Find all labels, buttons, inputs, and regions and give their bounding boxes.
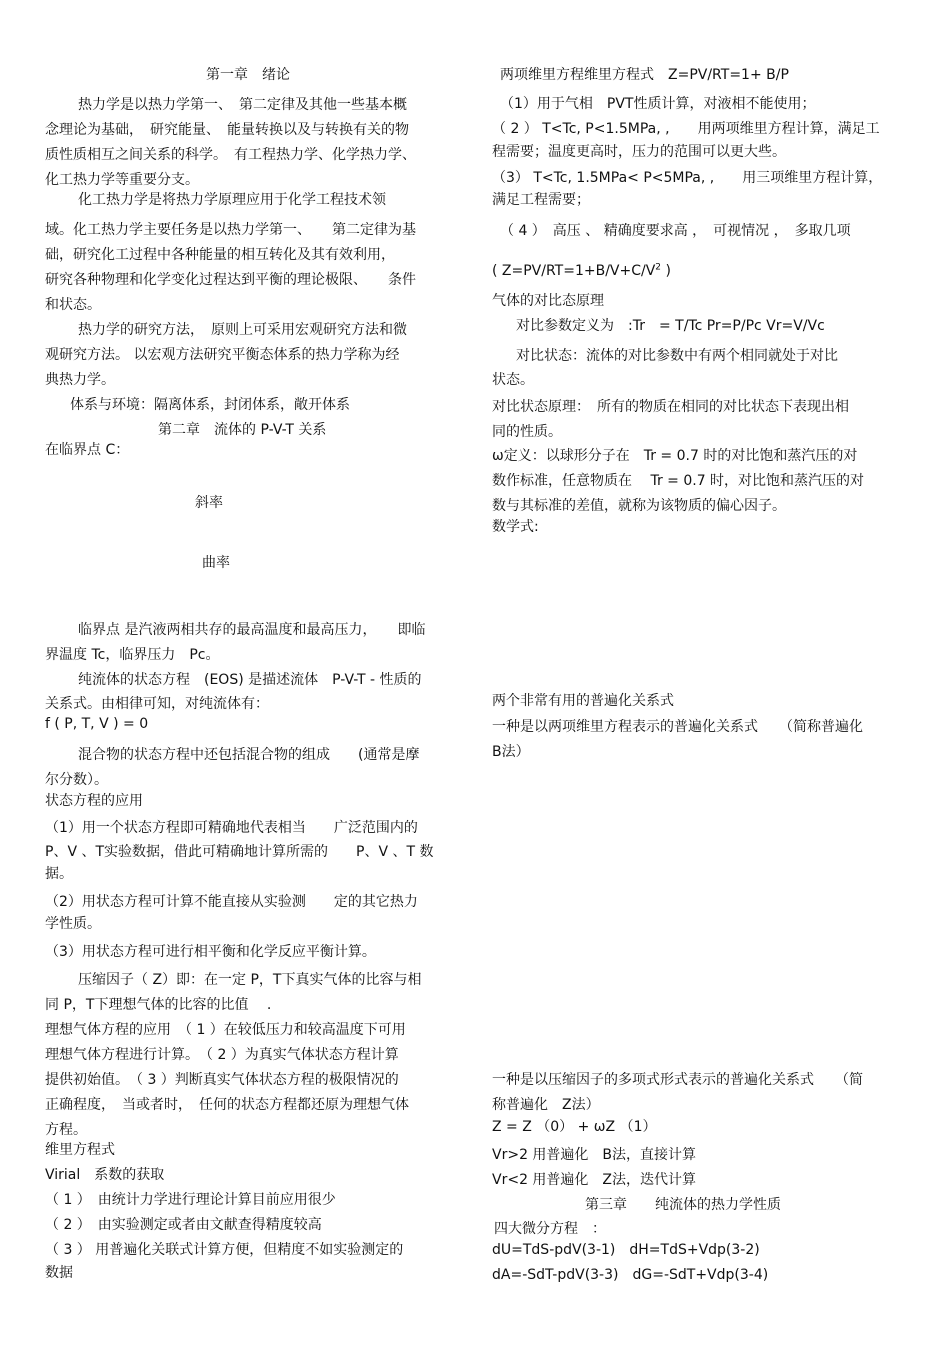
- equation: dA=-SdT-pdV(3-3) dG=-SdT+Vdp(3-4): [492, 1267, 769, 1283]
- section-heading: 气体的对比态原理: [492, 293, 604, 309]
- text-line: （1）用一个状态方程即可精确地代表相当 广泛范围内的: [45, 820, 418, 836]
- text-line: 研究各种物理和化学变化过程达到平衡的理论极限、 条件: [45, 272, 416, 288]
- text-line: 学性质。: [45, 916, 101, 932]
- section-heading: 维里方程式: [45, 1142, 115, 1158]
- equation: f ( P, T, V ) = 0: [45, 716, 149, 732]
- equation: Z = Z （0） + ωZ （1）: [492, 1119, 657, 1135]
- text-line: 理想气体方程的应用 （ 1 ）在较低压力和较高温度下可用: [45, 1022, 406, 1038]
- text-line: 压缩因子（ Z）即：在一定 P，T下真实气体的比容与相: [78, 972, 422, 988]
- text-line: 满足工程需要；: [492, 192, 590, 208]
- text-line: 关系式。由相律可知，对纯流体有：: [45, 696, 269, 712]
- text-line: （2）用状态方程可计算不能直接从实验测 定的其它热力: [45, 894, 418, 910]
- text-line: 数与其标准的差值，就称为该物质的偏心因子。: [492, 498, 786, 514]
- text-line: 典热力学。: [45, 372, 115, 388]
- text-line: （ 4 ） 高压 、 精确度要求高 ， 可视情况 ， 多取几项: [500, 223, 851, 239]
- chapter1-title: 第一章 绪论: [206, 67, 290, 83]
- text-line: 提供初始值。 （ 3 ）判断真实气体状态方程的极限情况的: [45, 1072, 399, 1088]
- text-line: （ 1 ） 由统计力学进行理论计算目前应用很少: [45, 1192, 336, 1208]
- text-line: 同的性质。: [492, 424, 562, 440]
- text-line: 据。: [45, 866, 73, 882]
- text-line: 程需要；温度更高时，压力的范围可以更大些。: [492, 144, 786, 160]
- text-line: （1）用于气相 PVT性质计算，对液相不能使用；: [500, 96, 816, 112]
- text-line: 念理论为基础， 研究能量、 能量转换以及与转换有关的物: [45, 122, 409, 138]
- text-line: 数作标准，任意物质在 Tr = 0.7 时，对比饱和蒸汽压的对: [492, 473, 865, 489]
- text-line: （3） T<Tc, 1.5MPa< P<5MPa, , 用三项维里方程计算，: [492, 170, 883, 186]
- text-line: 对比状态原理： 所有的物质在相同的对比状态下表现出相: [492, 399, 849, 415]
- text-line: 和状态。: [45, 297, 101, 313]
- text-line: 方程。: [45, 1122, 87, 1138]
- virial-expansion: [492, 262, 671, 280]
- text-line: 称普遍化 Z法）: [492, 1097, 600, 1113]
- text-line: 同 P，T下理想气体的比容的比值 .: [45, 997, 272, 1013]
- text-line: 域。化工热力学主要任务是以热力学第一、 第二定律为基: [45, 222, 416, 238]
- text-line: 对比参数定义为 :Tr = T/Tc Pr=P/Pc Vr=V/Vc: [516, 318, 825, 334]
- text-line: 热力学是以热力学第一、 第二定律及其他一些基本概: [78, 97, 407, 113]
- section-heading: 四大微分方程 ：: [494, 1221, 606, 1237]
- text-line: 础，研究化工过程中各种能量的相互转化及其有效利用，: [45, 247, 395, 263]
- text-line: 理想气体方程进行计算。 （ 2 ）为真实气体状态方程计算: [45, 1047, 399, 1063]
- text-line: （ 2 ） T<Tc, P<1.5MPa, , 用两项维里方程计算，满足工: [492, 121, 880, 137]
- text-line: 状态。: [492, 372, 534, 388]
- section-heading: 状态方程的应用: [45, 793, 143, 809]
- section-heading: 两个非常有用的普遍化关系式: [492, 693, 674, 709]
- text-line: 在临界点 C：: [45, 442, 130, 458]
- text-line: B法）: [492, 744, 530, 760]
- text-line: 临界点 是汽液两相共存的最高温度和最高压力， 即临: [78, 622, 426, 638]
- equation: dU=TdS-pdV(3-1) dH=TdS+Vdp(3-2): [492, 1242, 760, 1258]
- text-line: （ 3 ） 用普遍化关联式计算方便，但精度不如实验测定的: [45, 1242, 404, 1258]
- slope-label: 斜率: [195, 495, 223, 511]
- text-line: 化工热力学等重要分支。: [45, 172, 199, 188]
- text-line: 体系与环境：隔离体系，封闭体系，敞开体系: [70, 397, 350, 413]
- text-line: 质性质相互之间关系的科学。 有工程热力学、化学热力学、: [45, 147, 416, 163]
- text-line: Virial 系数的获取: [45, 1167, 165, 1183]
- equation-close: ): [661, 263, 671, 279]
- text-line: 数学式:: [492, 519, 539, 535]
- text-line: 化工热力学是将热力学原理应用于化学工程技术领: [78, 192, 386, 208]
- curvature-label: 曲率: [202, 555, 230, 571]
- text-line: 数据: [45, 1265, 73, 1281]
- text-line: Vr<2 用普遍化 Z法，迭代计算: [492, 1172, 697, 1188]
- text-line: 热力学的研究方法， 原则上可采用宏观研究方法和微: [78, 322, 407, 338]
- equation-text: ( Z=PV/RT=1+B/V+C/V: [492, 263, 656, 279]
- chapter3-title: 第三章 纯流体的热力学性质: [585, 1197, 781, 1213]
- text-line: P、V 、T实验数据，借此可精确地计算所需的 P、V 、T 数: [45, 844, 434, 860]
- text-line: 两项维里方程维里方程式 Z=PV/RT=1+ B/P: [500, 67, 789, 83]
- text-line: Vr>2 用普遍化 B法，直接计算: [492, 1147, 697, 1163]
- text-line: （3）用状态方程可进行相平衡和化学反应平衡计算。: [45, 944, 376, 960]
- text-line: 一种是以两项维里方程表示的普遍化关系式 （简称普遍化: [492, 719, 863, 735]
- text-line: ω定义：以球形分子在 Tr = 0.7 时的对比饱和蒸汽压的对: [492, 448, 858, 464]
- exponent: 2: [655, 262, 662, 273]
- text-line: 正确程度， 当或者时， 任何的状态方程都还原为理想气体: [45, 1097, 409, 1113]
- text-line: 混合物的状态方程中还包括混合物的组成 (通常是摩: [78, 747, 420, 763]
- text-line: （ 2 ） 由实验测定或者由文献查得精度较高: [45, 1217, 322, 1233]
- text-line: 纯流体的状态方程 (EOS) 是描述流体 P-V-T - 性质的: [78, 672, 422, 688]
- text-line: 对比状态：流体的对比参数中有两个相同就处于对比: [516, 348, 838, 364]
- text-line: 一种是以压缩因子的多项式形式表示的普遍化关系式 （简: [492, 1072, 863, 1088]
- text-line: 界温度 Tc，临界压力 Pc。: [45, 647, 220, 663]
- chapter2-title: 第二章 流体的 P-V-T 关系: [158, 422, 327, 438]
- text-line: 观研究方法。 以宏观方法研究平衡态体系的热力学称为经: [45, 347, 400, 363]
- text-line: 尔分数）。: [45, 772, 108, 788]
